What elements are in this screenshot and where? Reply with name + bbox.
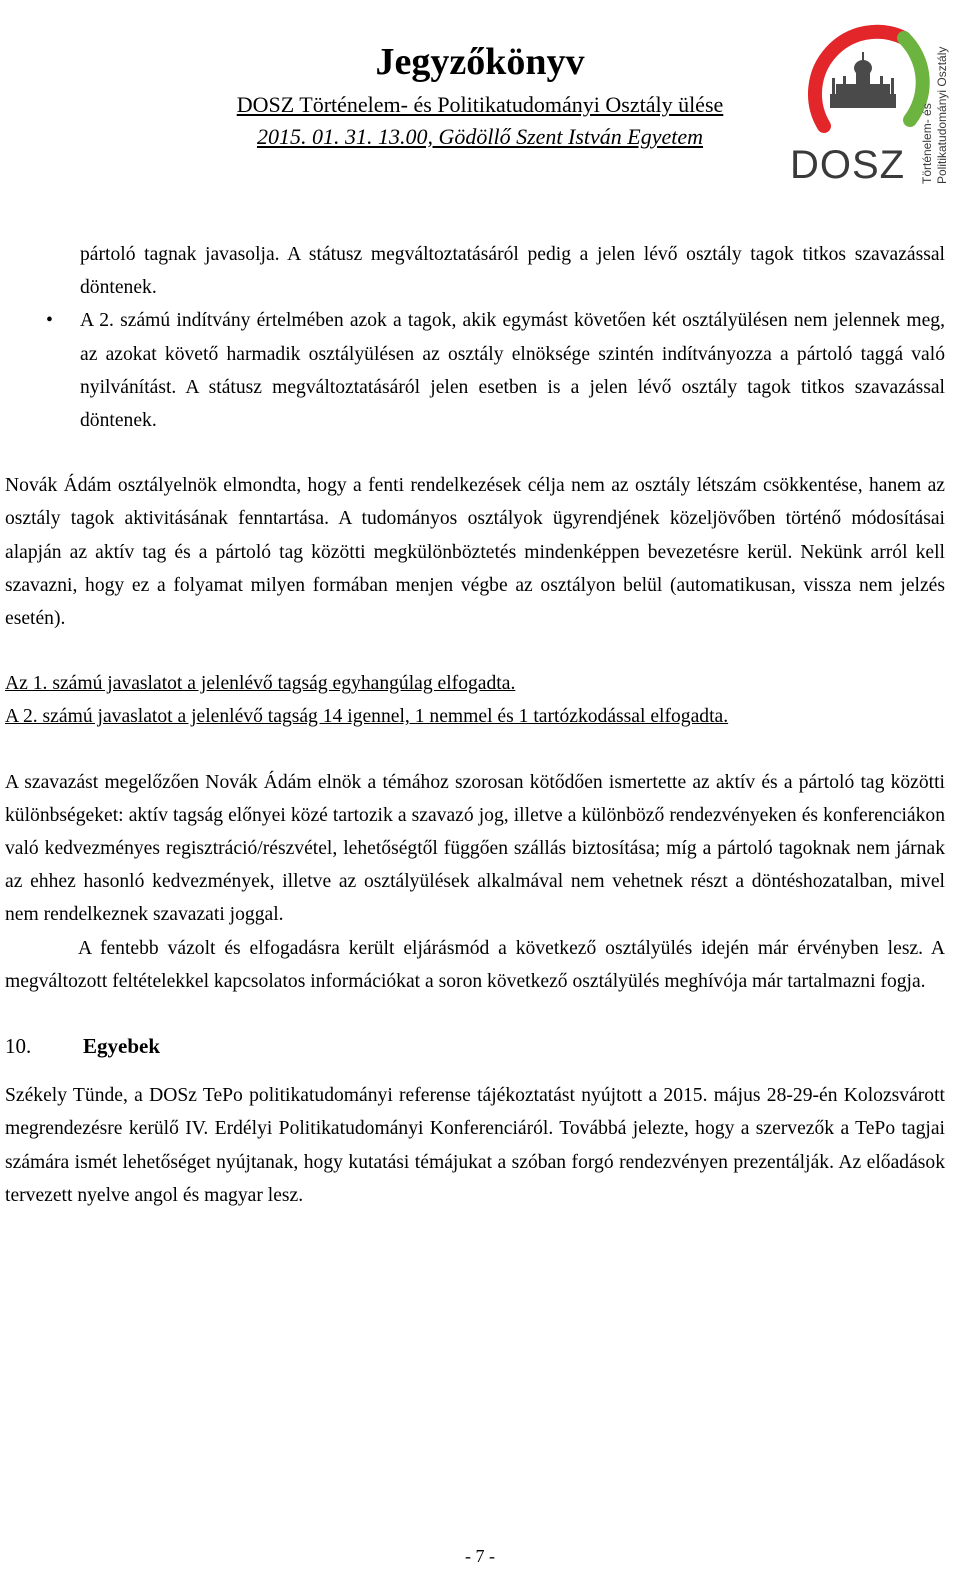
section-number: 10. <box>5 1034 32 1059</box>
paragraph-vote-before: A szavazást megelőzően Novák Ádám elnök a témához szorosan kötődően ismertette az aktív és a pártoló tag közötti különbségeket: aktív tagság előnyei közé tartozik a szavazó jog, illetve a különböző rendezvényeken és konferenciákon való kedvezményes regisztráció/részvétel, lehetőségtől függően szállás biztosítása; míg a pártoló tagoknak nem járnak az ehhez hasonló kedvezmények, illetve az osztályülések alkalmával nem vehetnek részt a döntéshozatalban, mivel nem rendelkeznek szavazati joggal. <box>5 771 945 926</box>
parliament-icon <box>830 52 896 108</box>
page-number: - 7 - <box>465 1546 495 1566</box>
logo-wordmark: DOSZ <box>790 143 906 186</box>
paragraph-szekely: Székely Tünde, a DOSz TePo politikatudományi referense tájékoztatást nyújtott a 2015. május 28-29-én Kolozsvárott megrendezésre kerülő IV. Erdélyi Politikatudományi Konferenciáról. Továbbá jelezte, hogy a szervezők a TePo tagjai számára ismét lehetőséget nyújtanak, hogy kutatási témájukat a szóban forgó rendezvényen prezentálják. Az előadások tervezett nyelve angol és magyar lesz. <box>5 1085 945 1206</box>
vote-result-1: Az 1. számú javaslatot a jelenlévő tagság egyhangúlag elfogadta. <box>5 673 516 695</box>
vote-result-2: A 2. számú javaslatot a jelenlévő tagság 14 igennel, 1 nemmel és 1 tartózkodással elfogadta. <box>5 706 729 728</box>
paragraph-novak: Novák Ádám osztályelnök elmondta, hogy a fenti rendelkezések célja nem az osztály létszám csökkentése, hanem az osztály tagok aktivitásának fenntartása. A tudományos osztályok ügyrendjének közeljövőben történő módosításai alapján az aktív tag és a pártoló tag közötti megkülönböztetés mindenképpen bevezetésre kerül. Nekünk arról kell szavazni, hogy ez a folyamat milyen formában menjen végbe az osztályon belül (automatikusan, vissza nem jelzés esetén). <box>5 475 945 630</box>
document-body <box>5 238 945 1212</box>
logo-vertical-text-2: Politikatudományi Osztály <box>935 46 949 184</box>
section-heading <box>5 1030 945 1063</box>
bullet-icon: • <box>46 310 53 332</box>
document-title: Jegyzőkönyv <box>375 41 585 83</box>
meeting-date-place: 2015. 01. 31. 13.00, Gödöllő Szent István Egyetem <box>256 124 704 149</box>
meeting-subtitle: DOSZ Történelem- és Politikatudományi Osztály ülése <box>236 92 724 117</box>
bullet-item <box>46 304 945 437</box>
section-title: Egyebek <box>83 1034 161 1059</box>
page-header <box>0 0 960 190</box>
bullet-text: A 2. számú indítvány értelmében azok a tagok, akik egymást követően két osztályülésen nem jelennek meg, az azokat követő harmadik osztályülésen az osztály elnöksége szintén indítványozza a pártoló taggá való nyilvánítást. A státusz megváltoztatásáról jelen esetben is a jelen lévő osztály tagok titkos szavazással döntenek. <box>80 310 945 432</box>
dosz-logo <box>786 8 956 186</box>
continuation-paragraph: pártoló tagnak javasolja. A státusz megváltoztatásáról pedig a jelen lévő osztály tagok titkos szavazással döntenek. <box>80 244 945 299</box>
paragraph-procedure: A fentebb vázolt és elfogadásra került eljárásmód a következő osztályülés idején már érvényben lesz. A megváltozott feltételekkel kapcsolatos információkat a soron következő osztályülés meghívója már tartalmazni fogja. <box>5 937 945 992</box>
logo-vertical-text-1: Történelem- és <box>920 103 934 184</box>
